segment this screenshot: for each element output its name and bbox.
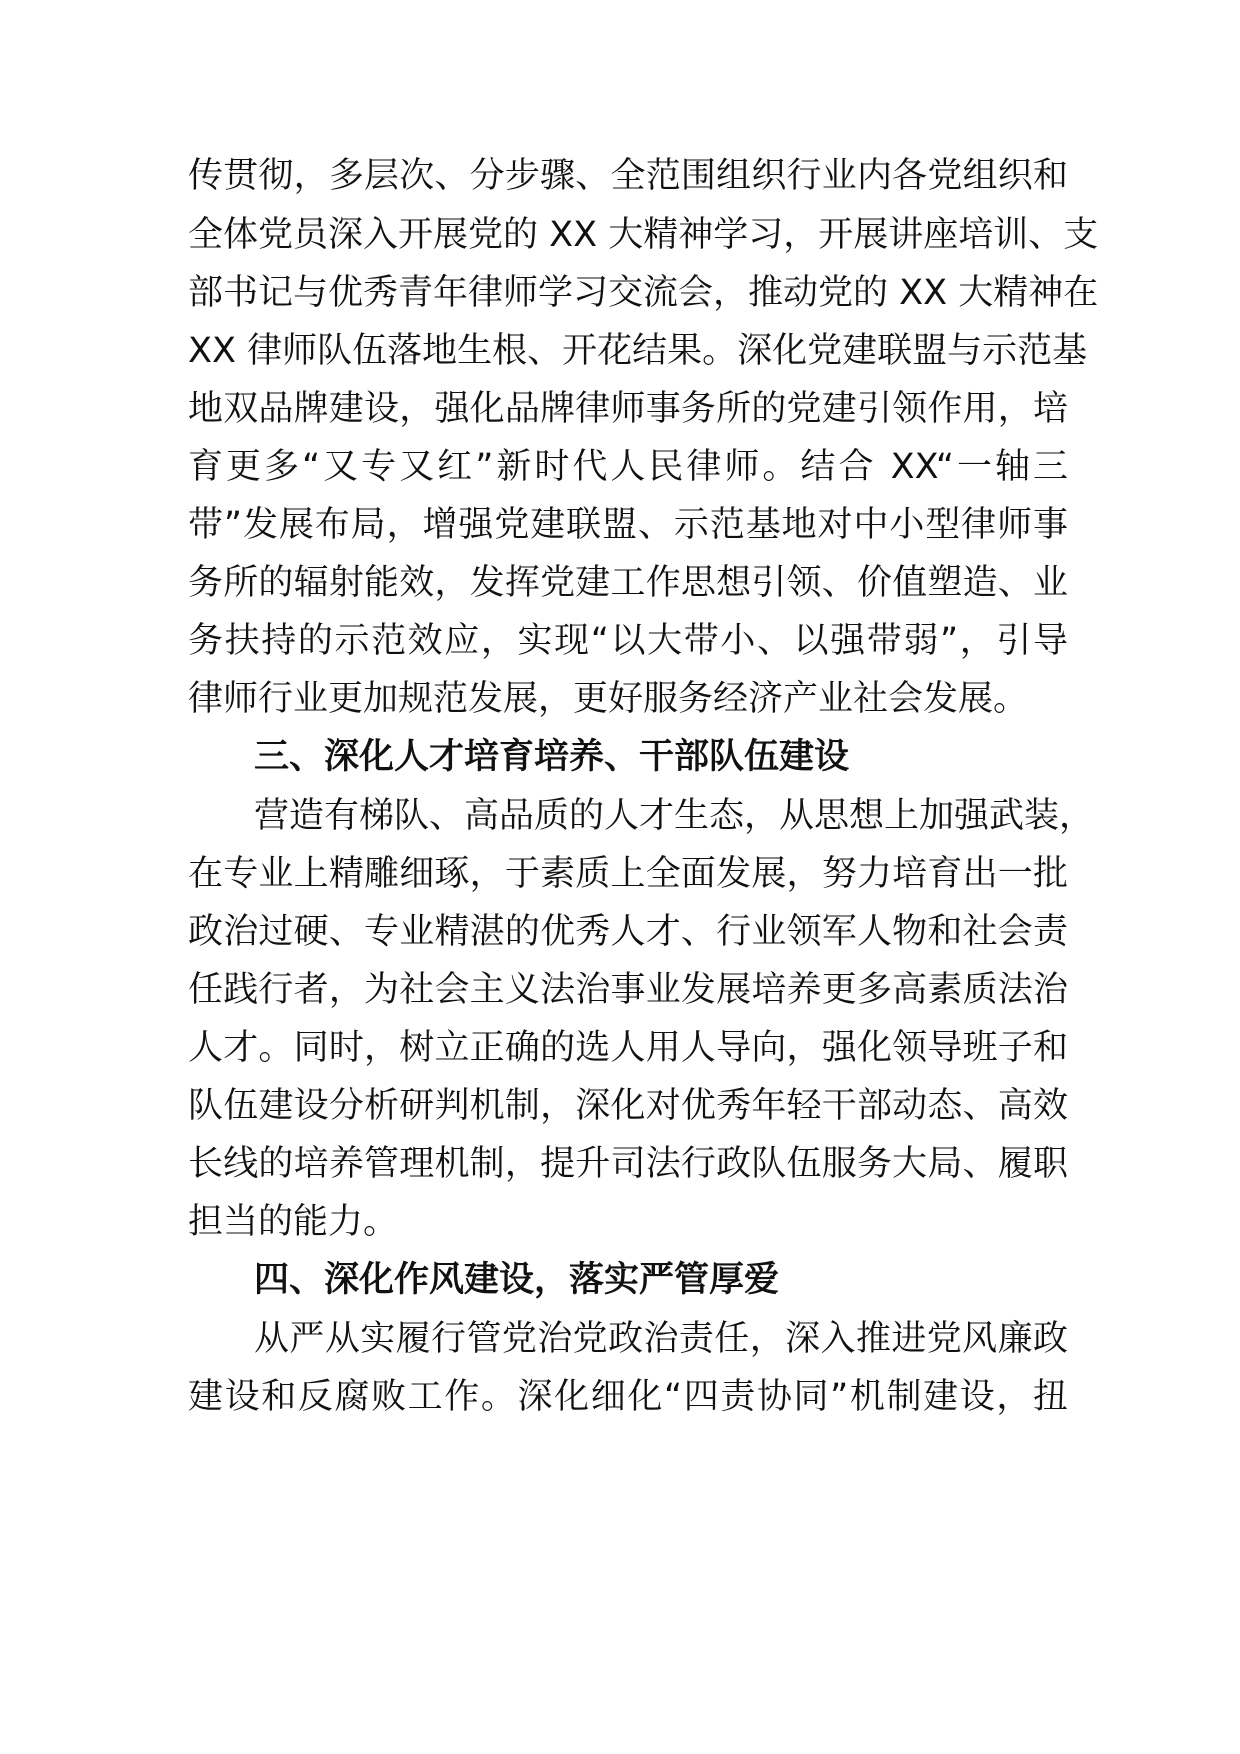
body-text-line: 务扶持的示范效应，实现“以大带小、以强带弱”，引导	[188, 621, 1068, 661]
body-text-line: 律师行业更加规范发展，更好服务经济产业社会发展。	[188, 679, 1029, 719]
body-text-line: 长线的培养管理机制，提升司法行政队伍服务大局、履职	[188, 1144, 1068, 1184]
body-text-line: 育更多“又专又红”新时代人民律师。结合 XX“一轴三	[188, 447, 1068, 487]
body-text-line: 地双品牌建设，强化品牌律师事务所的党建引领作用，培	[188, 389, 1068, 429]
body-text-line: 队伍建设分析研判机制，深化对优秀年轻干部动态、高效	[188, 1086, 1068, 1126]
body-text-line: 在专业上精雕细琢，于素质上全面发展，努力培育出一批	[188, 854, 1068, 894]
body-text-line: 带”发展布局，增强党建联盟、示范基地对中小型律师事	[188, 505, 1068, 545]
body-text-line: 部书记与优秀青年律师学习交流会，推动党的 XX 大精神在	[188, 273, 1099, 313]
body-text-line: 营造有梯队、高品质的人才生态，从思想上加强武装，	[254, 796, 1095, 836]
body-text-line: 人才。同时，树立正确的选人用人导向，强化领导班子和	[188, 1028, 1068, 1068]
body-text-line: 从严从实履行管党治党政治责任，深入推进党风廉政	[254, 1319, 1068, 1359]
body-text-line: 政治过硬、专业精湛的优秀人才、行业领军人物和社会责	[188, 912, 1068, 952]
section-heading: 四、深化作风建设，落实严管厚爱	[254, 1260, 780, 1300]
body-text-line: 担当的能力。	[188, 1202, 399, 1242]
body-text-line: 务所的辐射能效，发挥党建工作思想引领、价值塑造、业	[188, 563, 1068, 603]
body-text-line: 任践行者，为社会主义法治事业发展培养更多高素质法治	[188, 970, 1068, 1010]
body-text-line: 建设和反腐败工作。深化细化“四责协同”机制建设，扭	[188, 1377, 1068, 1417]
body-text-line: 全体党员深入开展党的 XX 大精神学习，开展讲座培训、支	[188, 215, 1099, 255]
body-text-line: 传贯彻，多层次、分步骤、全范围组织行业内各党组织和	[188, 156, 1068, 196]
section-heading: 三、深化人才培育培养、干部队伍建设	[254, 737, 850, 777]
body-text-line: XX 律师队伍落地生根、开花结果。深化党建联盟与示范基	[188, 331, 1088, 371]
